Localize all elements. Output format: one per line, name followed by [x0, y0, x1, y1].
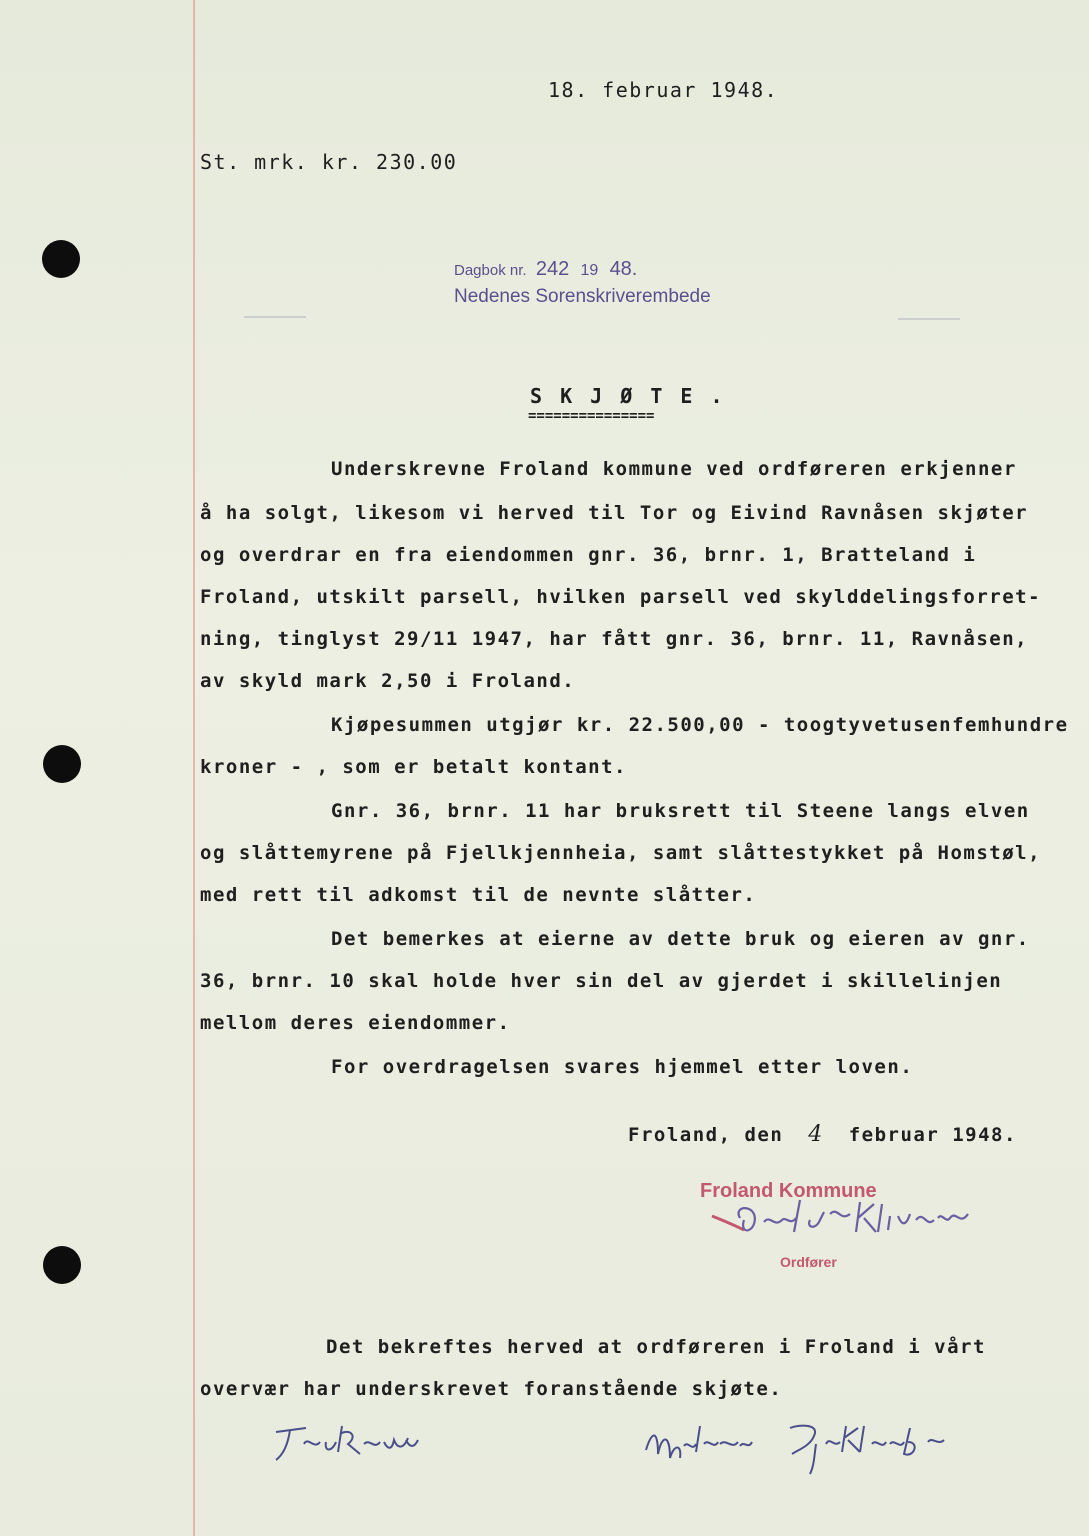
registry-entry-number: 242 — [535, 258, 570, 280]
body-line: med rett til adkomst til de nevnte slåtter. — [200, 884, 757, 906]
body-line: Froland, utskilt parsell, hvilken parsell ved skylddelingsforret- — [200, 586, 1042, 608]
faint-mark-right — [898, 318, 960, 320]
margin-line — [193, 0, 195, 1536]
body-line: Underskrevne Froland kommune ved ordføreren erkjenner — [331, 458, 1017, 480]
registry-prefix: Dagbok nr. — [454, 262, 527, 279]
body-line: av skyld mark 2,50 i Froland. — [200, 670, 576, 692]
registry-year-prefix: 19 — [580, 262, 599, 279]
punch-hole-bottom — [43, 1246, 81, 1284]
registry-stamp-line1 — [454, 258, 637, 281]
place-date-suffix: februar 1948. — [848, 1124, 1017, 1146]
body-line: å ha solgt, likesom vi herved til Tor og Eivind Ravnåsen skjøter — [200, 502, 1029, 524]
document-date: 18. februar 1948. — [548, 78, 779, 102]
witness-line: Det bekreftes herved at ordføreren i Froland i vårt — [326, 1336, 986, 1358]
witness-line: overvær har underskrevet foranstående skjøte. — [200, 1378, 783, 1400]
body-line: Det bemerkes at eierne av dette bruk og eieren av gnr. — [331, 928, 1030, 950]
body-line: og overdrar en fra eiendommen gnr. 36, brnr. 1, Bratteland i — [200, 544, 977, 566]
body-line: ning, tinglyst 29/11 1947, har fått gnr. 36, brnr. 11, Ravnåsen, — [200, 628, 1029, 650]
witness-signature-left — [270, 1420, 430, 1470]
registry-office: Nedenes Sorenskriverembede — [454, 286, 711, 307]
stamp-duty: St. mrk. kr. 230.00 — [200, 150, 458, 174]
registry-year-suffix: 48. — [609, 258, 638, 280]
body-line: og slåttemyrene på Fjellkjennheia, samt slåttestykket på Homstøl, — [200, 842, 1042, 864]
body-line: Gnr. 36, brnr. 11 har bruksrett til Steene langs elven — [331, 800, 1030, 822]
body-line: For overdragelsen svares hjemmel etter loven. — [331, 1056, 914, 1078]
body-line: mellom deres eiendommer. — [200, 1012, 511, 1034]
punch-hole-middle — [43, 745, 81, 783]
body-line: 36, brnr. 10 skal holde hver sin del av gjerdet i skillelinjen — [200, 970, 1003, 992]
mayor-title: Ordfører — [780, 1254, 837, 1270]
place-date-day: 4 — [808, 1122, 824, 1147]
witness-signature-right — [640, 1420, 970, 1480]
mayor-signature — [710, 1196, 990, 1256]
municipality-stamp: Froland Kommune — [700, 1180, 877, 1202]
faint-mark-left — [244, 316, 306, 318]
body-line: kroner - , som er betalt kontant. — [200, 756, 627, 778]
place-date-prefix: Froland, den — [628, 1124, 784, 1146]
punch-hole-top — [42, 240, 80, 278]
document-title: S K J Ø T E . — [530, 384, 726, 408]
place-date — [628, 1122, 1017, 1147]
title-underline: =============== — [528, 408, 655, 424]
body-line: Kjøpesummen utgjør kr. 22.500,00 - toogtyvetusenfemhundre — [331, 714, 1069, 736]
